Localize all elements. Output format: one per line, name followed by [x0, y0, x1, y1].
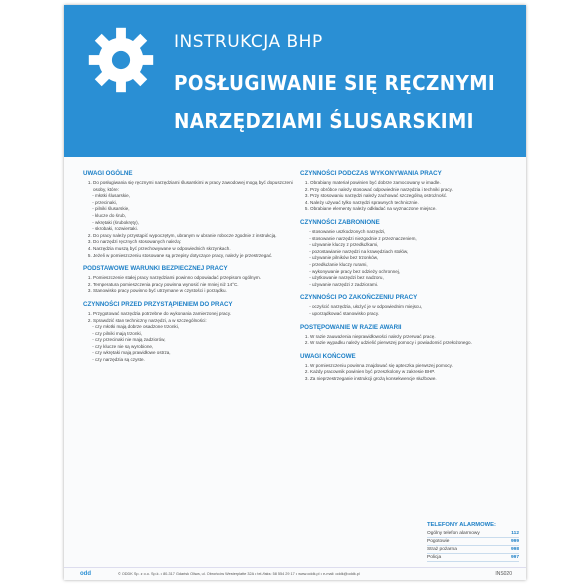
- list-item: 3. Za nieprzestrzeganie instrukcji grożą konsekwencje służbowe.: [310, 376, 510, 383]
- list-item: 1. Obrabiany materiał powinien być dobrze zamocowany w imadle.: [310, 180, 510, 187]
- phone-number: 998: [510, 547, 519, 552]
- list-item: 4. Narzędzia muszą być przechowywane w odpowiednich skrzynkach.: [93, 246, 293, 253]
- list-item: 2. Do pracy należy przystąpić wypoczętym, ubranym w ubranie robocze zgodnie z instrukcją.: [93, 233, 293, 240]
- title-line-1: POSŁUGIWANIE SIĘ RĘCZNYMI: [174, 71, 496, 95]
- list-item: 2. W razie wypadku należy udzielić pierwszej pomocy i powiadomić przełożonego.: [310, 340, 510, 347]
- footer-address: © ODDK Sp. z o.o. Sp.k. • 80-317 Gdańsk Oliwa, ul. Obrońców Westerplatte 32A • tel./faks: 58 554 29 17 • www.oddk.pl • e-mail: oddk@oddk.pl: [118, 572, 360, 576]
- list-item: 1. Pomieszczenie stałej pracy narzędziami powinno odpowiadać przepisom ogólnym.: [93, 275, 293, 282]
- emergency-phones: [427, 522, 519, 562]
- list-item: 3. Do narzędzi ręcznych stosowanych należą:: [93, 239, 293, 246]
- list-item: 2. Przy obróbce należy stosować odpowiednie narzędzia i techniki pracy.: [310, 187, 510, 194]
- header-banner: [64, 5, 526, 157]
- section-heading: UWAGI KOŃCOWE: [300, 352, 356, 360]
- phone-label: Straż pożarna: [427, 547, 457, 552]
- after-work-list: [300, 304, 510, 317]
- forbidden-list: [300, 229, 510, 288]
- list-item: - pilniki ślusarskie,: [95, 206, 293, 213]
- list-item: 1. Do posługiwania się ręcznymi narzędziami ślusarskimi w pracy zawodowej mogą być dopuszczeni osoby, które:: [93, 180, 293, 193]
- phone-label: Pogotowie: [427, 539, 450, 544]
- list-item: 2. Sprawdzić stan techniczny narzędzi, a w szczególności:: [93, 318, 293, 325]
- section-heading: UWAGI OGÓLNE: [83, 170, 133, 177]
- list-item: - młotki ślusarskie,: [95, 193, 293, 200]
- phones-title: TELEFONY ALARMOWE:: [427, 522, 496, 528]
- list-item: - stosowanie narzędzi niezgodnie z przeznaczeniem,: [312, 236, 510, 243]
- list-item: - przecinaki,: [95, 200, 293, 207]
- emergency-list: [300, 334, 510, 347]
- instruction-sheet: [64, 5, 526, 580]
- phone-row: [427, 530, 519, 538]
- list-item: 2. Temperatura pomieszczenia pracy powinna wynosić nie mniej niż 14°C.: [93, 282, 293, 289]
- list-item: - stosowanie uszkodzonych narzędzi,: [312, 229, 510, 236]
- oddk-logo: odd: [80, 571, 91, 577]
- list-item: 1. W razie zauważenia nieprawidłowości należy przerwać pracę.: [310, 334, 510, 341]
- section-heading: CZYNNOŚCI PRZED PRZYSTĄPIENIEM DO PRACY: [83, 300, 233, 308]
- left-column: [83, 170, 293, 364]
- list-item: - klucze do śrub,: [95, 213, 293, 220]
- list-item: - czy narzędzia są czyste.: [95, 357, 293, 364]
- list-item: - wykonywanie pracy bez odzieży ochronnej,: [312, 269, 510, 276]
- final-notes-list: [300, 363, 510, 383]
- list-item: 4. Należy używać tylko narzędzi sprawnych technicznie.: [310, 200, 510, 207]
- list-item: - oczyścić narzędzia, ułożyć je w odpowiednim miejscu,: [312, 304, 510, 311]
- list-item: - używanie narzędzi z zadziorami.: [312, 282, 510, 289]
- phone-number: 997: [510, 555, 519, 560]
- section-heading: PODSTAWOWE WARUNKI BEZPIECZNEJ PRACY: [83, 265, 228, 273]
- list-item: 5. Jeżeli w pomieszczeniu stosowane są przepisy dotyczące pracy, należy je przestrzegać.: [93, 253, 293, 260]
- phone-number: 999: [510, 539, 519, 544]
- list-item: - użytkowanie narzędzi bez nadzoru,: [312, 275, 510, 282]
- general-notes-list-cont: [83, 233, 293, 259]
- right-column: [300, 170, 510, 382]
- list-item: - używanie kluczy z przedłużkami,: [312, 242, 510, 249]
- phone-label: Ogólny telefon alarmowy: [427, 531, 480, 536]
- conditions-list: [83, 275, 293, 295]
- phone-row: [427, 538, 519, 546]
- list-item: - czy pilniki mają trzonki,: [95, 331, 293, 338]
- before-work-list: [83, 311, 293, 324]
- list-item: 3. Przy stosowaniu narzędzi należy zachować szczególną ostrożność.: [310, 193, 510, 200]
- gear-icon: [86, 25, 156, 95]
- list-item: - czy przecinaki nie mają zadziorów,: [95, 337, 293, 344]
- title-line-2: NARZĘDZIAMI ŚLUSARSKIMI: [174, 109, 474, 133]
- list-item: 2. Każdy pracownik powinien być przeszkolony w zakresie BHP.: [310, 369, 510, 376]
- list-item: - pozostawianie narzędzi na krawędziach stołów,: [312, 249, 510, 256]
- list-item: - wkrętaki (śrubokręty),: [95, 220, 293, 227]
- footer: [64, 567, 526, 580]
- phone-label: Policja: [427, 555, 442, 560]
- section-heading: POSTĘPOWANIE W RAZIE AWARII: [300, 323, 402, 331]
- list-item: - czy klucze nie są wyrobione,: [95, 344, 293, 351]
- section-heading: CZYNNOŚCI PODCZAS WYKONYWANIA PRACY: [300, 170, 442, 177]
- list-item: 5. Obrabiane elementy należy odkładać na wyznaczone miejsce.: [310, 206, 510, 213]
- list-item: - czy młotki mają dobrze osadzone trzonki,: [95, 324, 293, 331]
- list-item: - używanie pilników bez trzonków,: [312, 255, 510, 262]
- phone-number: 112: [511, 531, 519, 536]
- list-item: - skrobaki, rozwiertaki.: [95, 226, 293, 233]
- list-item: 3. Stanowisko pracy powinno być utrzymane w czystości i porządku.: [93, 288, 293, 295]
- during-work-list: [300, 180, 510, 213]
- list-item: - czy wkrętaki mają prawidłowe ostrza,: [95, 350, 293, 357]
- list-item: - przedłużanie kluczy rurami,: [312, 262, 510, 269]
- phone-row: [427, 554, 519, 562]
- section-heading: CZYNNOŚCI ZABRONIONE: [300, 218, 380, 226]
- list-item: 1. W pomieszczeniu powinna znajdować się apteczka pierwszej pomocy.: [310, 363, 510, 370]
- sub-list: [83, 324, 293, 364]
- general-notes-list: [83, 180, 293, 193]
- instruction-label: INSTRUKCJA BHP: [174, 32, 323, 52]
- phone-row: [427, 546, 519, 554]
- document-code: INS020: [495, 571, 512, 577]
- section-heading: CZYNNOŚCI PO ZAKOŃCZENIU PRACY: [300, 294, 418, 302]
- list-item: - uporządkować stanowisko pracy.: [312, 311, 510, 318]
- list-item: 1. Przygotować narzędzia potrzebne do wykonania zamierzonej pracy.: [93, 311, 293, 318]
- sub-list: [83, 193, 293, 233]
